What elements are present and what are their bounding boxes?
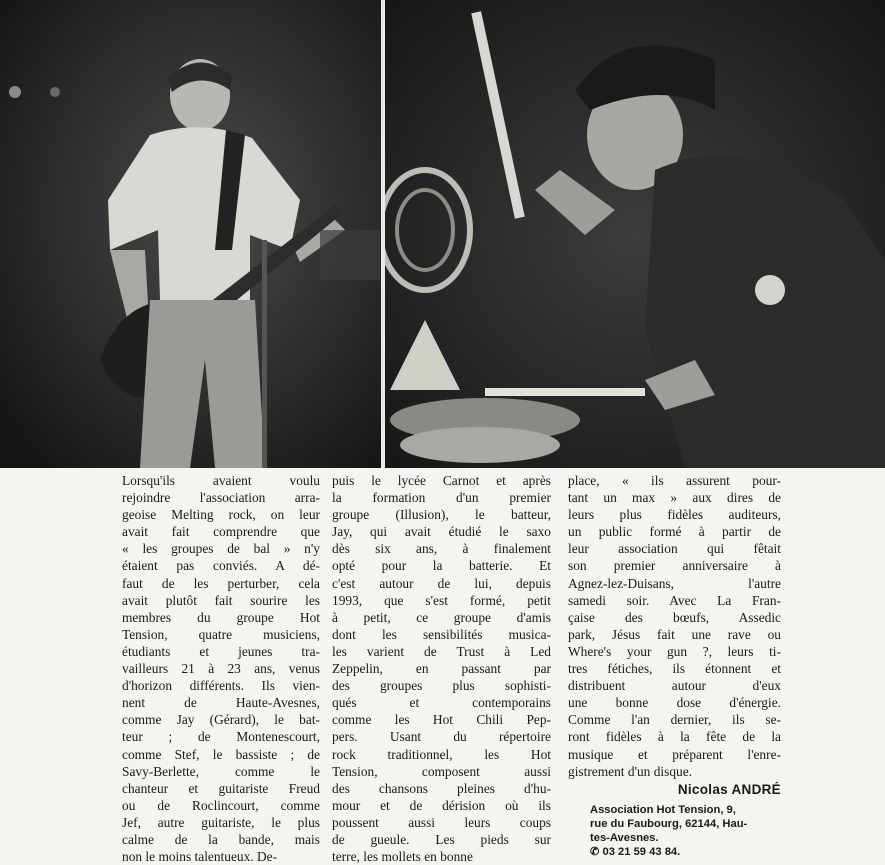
article-column-3 [568,472,781,860]
text-line: rejoindre l'association arra- [122,490,320,506]
text-line: c'est autour de lui, depuis [332,575,551,591]
text-line: comme Jay (Gérard), le bat- [122,712,320,728]
text-line: calme de la bande, mais [122,831,320,847]
text-line: opté pour la batterie. Et [332,558,551,574]
article-column-2 [332,472,551,865]
text-line: d'horizon différents. Ils vien- [122,678,320,694]
text-line: avait plutôt fait sourire les [122,592,320,608]
text-line: nent de Haute-Avesnes, [122,695,320,711]
photo-drummer [385,0,885,468]
text-line: Agnez-lez-Duisans, l'autre [568,575,781,591]
text-line: 1993, que s'est formé, petit [332,592,551,608]
text-line: groupe (Illusion), le batteur, [332,507,551,523]
text-line: poussent aussi leurs coups [332,814,551,830]
text-line: étaient pas conviés. A dé- [122,558,320,574]
text-line: rock traditionnel, les Hot [332,746,551,762]
text-line: Savy-Berlette, comme le [122,763,320,779]
text-line: Tension, composent aussi [332,763,551,779]
text-line: Tension, quatre musiciens, [122,626,320,642]
text-line: geoise Melting rock, on leur [122,507,320,523]
text-line: un public formé à partir de [568,524,781,540]
text-line: de gueule. Les pieds sur [332,831,551,847]
text-line: samedi soir. Avec La Fran- [568,592,781,608]
text-line: faut de les perturber, cela [122,575,320,591]
text-line: à petit, ce groupe d'amis [332,609,551,625]
contact-phone: ✆ 03 21 59 43 84. [590,846,681,859]
text-line: la formation d'un premier [332,490,551,506]
text-line: park, Jésus fait une rave ou [568,626,781,642]
text-line: Where's your gun ?, leurs ti- [568,643,781,659]
photo-bassist [0,0,381,468]
text-line: leur association qui fêtait [568,541,781,557]
text-line: membres du groupe Hot [122,609,320,625]
text-line: dont les sensibilités musica- [332,626,551,642]
text-line: les varient de Trust à Led [332,643,551,659]
text-line: dès six ans, à finalement [332,541,551,557]
contact-info [568,803,781,860]
text-line: puis le lycée Carnot et après [332,473,551,488]
text-line: teur ; de Montenescourt, [122,729,320,745]
text-line: ou de Roclincourt, comme [122,797,320,813]
text-line: des groupes plus sophisti- [332,678,551,694]
text-line: tant un max » aux dires de [568,490,781,506]
text-line: leurs plus fidèles auditeurs, [568,507,781,523]
text-line: Zeppelin, en passant par [332,661,551,677]
text-line: musique et préparent l'enre- [568,746,781,762]
text-line: chanteur et guitariste Freud [122,780,320,796]
text-line: gistrement d'un disque. [568,763,693,779]
text-line: qués et contemporains [332,695,551,711]
text-line: Jay, qui avait étudié le saxo [332,524,551,540]
text-line: comme les Hot Chili Pep- [332,712,551,728]
text-line: tres fétiches, ils étonnent et [568,661,781,677]
text-line: Lorsqu'ils avaient voulu [122,473,320,488]
text-line: Jef, autre guitariste, le plus [122,814,320,830]
text-line: terre, les mollets en bonne [332,849,473,865]
text-line: distribuent autour d'eux [568,678,781,694]
contact-line: tes-Avesnes. [590,832,659,845]
text-line: vailleurs 21 à 23 ans, venus [122,661,320,677]
text-line: Comme l'an dernier, ils se- [568,712,781,728]
text-line: avait fait comprendre que [122,524,320,540]
contact-line: Association Hot Tension, 9, [590,803,736,816]
text-line: ront fidèles à la fête de la [568,729,781,745]
text-line: comme Stef, le bassiste ; de [122,746,320,762]
author-signature: Nicolas ANDRÉ [677,781,781,797]
text-line: pers. Usant du répertoire [332,729,551,745]
text-line: mour et de dérision où ils [332,797,551,813]
text-line: des chansons pleines d'hu- [332,780,551,796]
text-line: son premier anniversaire à [568,558,781,574]
text-line: place, « ils assurent pour- [568,473,781,488]
text-line: « les groupes de bal » n'y [122,541,320,557]
text-line: une bonne dose d'énergie. [568,695,781,711]
text-line: çaise des bœufs, Assedic [568,609,781,625]
contact-line: rue du Faubourg, 62144, Hau- [590,817,748,830]
text-line: étudiants et jeunes tra- [122,643,320,659]
article-column-1 [112,472,320,865]
text-line: non le moins talentueux. De- [122,849,278,865]
